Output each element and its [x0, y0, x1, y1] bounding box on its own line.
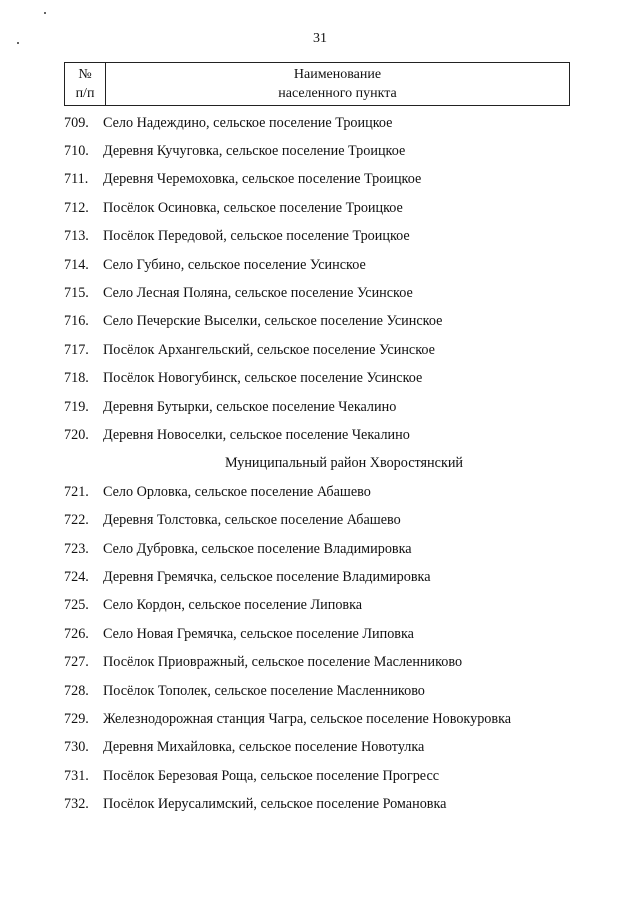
settlement-list [64, 109, 584, 819]
item-number: 730. [64, 739, 89, 756]
settlement-name: Село Надеждино, сельское поселение Троицкое [103, 114, 393, 131]
item-number: 713. [64, 228, 89, 245]
item-number: 732. [64, 796, 89, 813]
header-name-line1: Наименование [293, 67, 382, 82]
item-number: 721. [64, 483, 89, 500]
settlement-name: Деревня Толстовка, сельское поселение Абашево [103, 512, 401, 529]
item-number: 714. [64, 256, 89, 273]
list-item [64, 251, 584, 279]
settlement-name: Посёлок Иерусалимский, сельское поселение Романовка [103, 796, 447, 813]
list-item [64, 279, 584, 307]
item-number: 722. [64, 512, 89, 529]
settlement-name: Деревня Гремячка, сельское поселение Владимировка [103, 568, 431, 585]
item-number: 729. [64, 710, 89, 727]
settlement-name: Посёлок Тополек, сельское поселение Масленниково [103, 682, 425, 699]
list-item [64, 137, 584, 165]
list-item [64, 705, 584, 733]
list-item [64, 506, 584, 534]
settlement-name: Посёлок Березовая Роща, сельское поселение Прогресс [103, 767, 440, 784]
scan-speck [44, 12, 46, 14]
header-number-abbr: п/п [75, 86, 95, 101]
list-item [64, 308, 584, 336]
settlement-name: Деревня Черемоховка, сельское поселение Троицкое [103, 171, 422, 188]
settlement-name: Село Лесная Поляна, сельское поселение Усинское [103, 285, 413, 302]
list-item [64, 421, 584, 449]
settlement-name: Посёлок Архангельский, сельское поселение Усинское [103, 341, 435, 358]
list-item [64, 563, 584, 591]
header-name-line2: населенного пункта [278, 86, 397, 101]
list-item [64, 734, 584, 762]
item-number: 715. [64, 285, 89, 302]
item-number: 720. [64, 426, 89, 443]
list-item [64, 223, 584, 251]
settlement-name: Село Орловка, сельское поселение Абашево [103, 483, 371, 500]
settlement-name: Село Кордон, сельское поселение Липовка [103, 597, 363, 614]
list-item [64, 478, 584, 506]
header-number-symbol: № [78, 67, 92, 82]
list-item [64, 677, 584, 705]
list-item [64, 592, 584, 620]
item-number: 725. [64, 597, 89, 614]
item-number: 727. [64, 654, 89, 671]
list-item [64, 194, 584, 222]
list-item [64, 166, 584, 194]
settlement-name: Село Дубровка, сельское поселение Владимировка [103, 540, 412, 557]
item-number: 709. [64, 114, 89, 131]
settlement-name: Село Печерские Выселки, сельское поселение Усинское [103, 313, 443, 330]
item-number: 724. [64, 568, 89, 585]
header-name-column [106, 63, 569, 105]
list-item [64, 109, 584, 137]
list-item [64, 336, 584, 364]
settlement-name: Деревня Новоселки, сельское поселение Чекалино [103, 426, 410, 443]
item-number: 712. [64, 199, 89, 216]
header-number-column [65, 63, 106, 105]
settlement-name: Село Губино, сельское поселение Усинское [103, 256, 366, 273]
item-number: 719. [64, 398, 89, 415]
list-item [64, 393, 584, 421]
settlement-name: Посёлок Осиновка, сельское поселение Троицкое [103, 199, 403, 216]
settlement-name: Железнодорожная станция Чагра, сельское поселение Новокуровка [103, 710, 512, 727]
settlement-name: Село Новая Гремячка, сельское поселение Липовка [103, 625, 414, 642]
list-item [64, 648, 584, 676]
item-number: 731. [64, 767, 89, 784]
settlement-name: Деревня Кучуговка, сельское поселение Троицкое [103, 143, 406, 160]
settlement-name: Посёлок Приовражный, сельское поселение Масленниково [103, 654, 463, 671]
item-number: 728. [64, 682, 89, 699]
list-item [64, 535, 584, 563]
list-item [64, 790, 584, 818]
settlement-name: Деревня Бутырки, сельское поселение Чекалино [103, 398, 397, 415]
settlement-name: Посёлок Передовой, сельское поселение Троицкое [103, 228, 410, 245]
item-number: 718. [64, 370, 89, 387]
item-number: 710. [64, 143, 89, 160]
list-item [64, 620, 584, 648]
settlement-name: Посёлок Новогубинск, сельское поселение Усинское [103, 370, 423, 387]
page-number: 31 [313, 31, 327, 46]
list-item [64, 762, 584, 790]
item-number: 716. [64, 313, 89, 330]
settlement-name: Деревня Михайловка, сельское поселение Новотулка [103, 739, 425, 756]
item-number: 717. [64, 341, 89, 358]
list-item [64, 365, 584, 393]
item-number: 723. [64, 540, 89, 557]
item-number: 711. [64, 171, 89, 188]
table-header [64, 62, 570, 106]
district-heading: Муниципальный район Хворостянский [224, 455, 464, 472]
item-number: 726. [64, 625, 89, 642]
